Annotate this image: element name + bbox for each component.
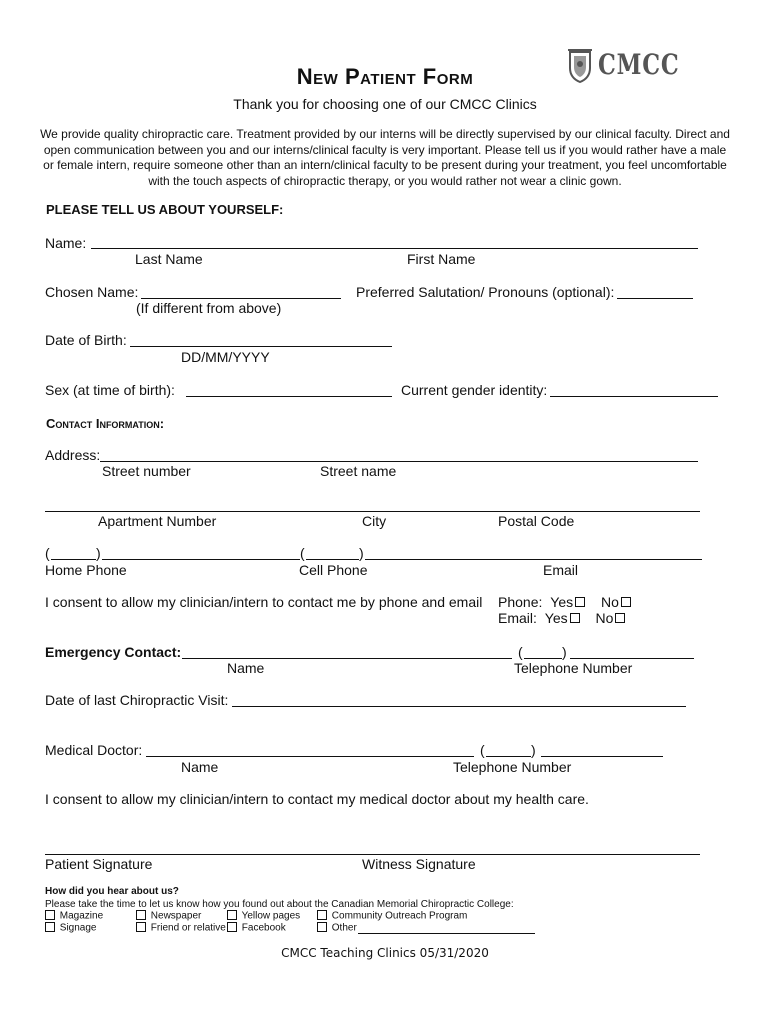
phone-yes-checkbox[interactable] [575,597,585,607]
newspaper-label: Newspaper [150,910,202,922]
survey-option-magazine [45,910,103,922]
doctor-name-field[interactable] [146,756,474,757]
gender-label: Current gender identity: [401,382,548,398]
consent-contact-text: I consent to allow my clinician/intern to contact me by phone and email [45,594,483,610]
survey-option-yellow-pages [227,910,300,922]
sex-field[interactable] [186,396,392,397]
signature-line[interactable] [45,854,700,855]
emergency-phone-caption: Telephone Number [514,660,633,676]
emergency-name-field[interactable] [182,658,512,659]
facebook-checkbox[interactable] [227,922,237,932]
last-visit-field[interactable] [232,706,686,707]
cmcc-logo [566,46,680,91]
doctor-phone-field[interactable] [541,756,663,757]
emergency-label: Emergency Contact: [45,644,182,660]
email-no-label: No [595,610,614,626]
apartment-caption: Apartment Number [98,513,217,529]
logo-text: CMCC [598,48,680,81]
email-yes-checkbox[interactable] [570,613,580,623]
signage-checkbox[interactable] [45,922,55,932]
survey-instruction: Please take the time to let us know how you found out about the Canadian Memorial Chiropractic College: [45,899,514,910]
other-checkbox[interactable] [317,922,327,932]
last-visit-label: Date of last Chiropractic Visit: [45,692,229,708]
chosen-name-note: (If different from above) [136,300,282,316]
email-option-row [498,610,627,626]
cell-area-code[interactable] [306,559,359,560]
magazine-checkbox[interactable] [45,910,55,920]
dob-label: Date of Birth: [45,332,127,348]
survey-option-facebook [227,922,286,934]
survey-option-friend [136,922,226,934]
signage-label: Signage [59,922,97,934]
sex-label: Sex (at time of birth): [45,382,175,398]
survey-option-community [317,910,467,922]
phone-no-checkbox[interactable] [621,597,631,607]
footer-text: CMCC Teaching Clinics 05/31/2020 [281,946,489,960]
magazine-label: Magazine [59,910,104,922]
address-line-2[interactable] [45,511,700,512]
gender-field[interactable] [550,396,718,397]
contact-heading: Contact Information: [46,416,165,431]
emergency-area-code[interactable] [524,658,562,659]
other-label: Other [331,922,357,934]
emergency-phone-close: ) [562,644,567,660]
doctor-label: Medical Doctor: [45,742,143,758]
consent-doctor-text: I consent to allow my clinician/intern to contact my medical doctor about my health care. [45,791,589,807]
friend-checkbox[interactable] [136,922,146,932]
survey-option-other [317,922,357,934]
street-name-caption: Street name [320,463,397,479]
home-phone-open: ( [45,545,50,561]
dob-field[interactable] [130,346,392,347]
city-caption: City [362,513,387,529]
phone-no-label: No [601,594,619,610]
pronouns-field[interactable] [617,298,693,299]
survey-question: How did you hear about us? [45,886,179,897]
last-name-caption: Last Name [135,251,203,267]
survey-option-signage [45,922,96,934]
name-label: Name: [45,235,87,251]
community-checkbox[interactable] [317,910,327,920]
community-label: Community Outreach Program [331,910,468,922]
chosen-name-label: Chosen Name: [45,284,139,300]
home-area-code[interactable] [51,559,96,560]
intro-paragraph: We provide quality chiropractic care. Treatment provided by our interns will be directly supervised by our clinical faculty. Direct and open communication between you and our interns/clinical faculty is very important. Please tell us if you would rather have a male or female intern, require someone other than an intern/clinical faculty to be present during your treatment, you feel uncomfortable with the touch aspects of chiropractic therapy, or you would rather not wear a clinic gown. [40,127,730,188]
friend-label: Friend or relative [150,922,226,934]
emergency-phone-open: ( [518,644,523,660]
home-phone-field[interactable] [102,559,300,560]
cell-phone-close: ) [359,545,364,561]
first-name-caption: First Name [407,251,476,267]
name-field[interactable] [91,248,698,249]
address-field[interactable] [100,461,698,462]
cell-phone-caption: Cell Phone [299,562,368,578]
facebook-label: Facebook [241,922,286,934]
email-caption: Email [543,562,579,578]
doctor-area-code[interactable] [486,756,531,757]
email-yes-label: Yes [544,610,568,626]
yellow-pages-label: Yellow pages [241,910,301,922]
phone-yes-label: Yes [550,594,574,610]
cell-phone-open: ( [300,545,305,561]
patient-signature-caption: Patient Signature [45,856,153,872]
survey-option-newspaper [136,910,201,922]
address-label: Address: [45,447,101,463]
newspaper-checkbox[interactable] [136,910,146,920]
email-option-label: Email: [498,610,537,626]
phone-option-row [498,594,633,610]
doctor-name-caption: Name [181,759,219,775]
other-field[interactable] [358,933,535,934]
form-title: New Patient Form [296,64,474,89]
emergency-phone-field[interactable] [570,658,694,659]
form-subtitle: Thank you for choosing one of our CMCC Clinics [233,96,537,112]
doctor-phone-close: ) [531,742,536,758]
home-phone-caption: Home Phone [45,562,127,578]
doctor-phone-caption: Telephone Number [453,759,572,775]
about-heading: PLEASE TELL US ABOUT YOURSELF: [46,202,284,217]
street-number-caption: Street number [102,463,191,479]
witness-signature-caption: Witness Signature [362,856,476,872]
cell-email-field[interactable] [365,559,702,560]
pronouns-label: Preferred Salutation/ Pronouns (optional): [356,284,615,300]
dob-format: DD/MM/YYYY [181,349,270,365]
postal-caption: Postal Code [498,513,575,529]
doctor-phone-open: ( [480,742,485,758]
phone-option-label: Phone: [498,594,543,610]
home-phone-close: ) [96,545,101,561]
chosen-name-field[interactable] [141,298,341,299]
email-no-checkbox[interactable] [615,613,625,623]
yellow-pages-checkbox[interactable] [227,910,237,920]
emergency-name-caption: Name [227,660,265,676]
